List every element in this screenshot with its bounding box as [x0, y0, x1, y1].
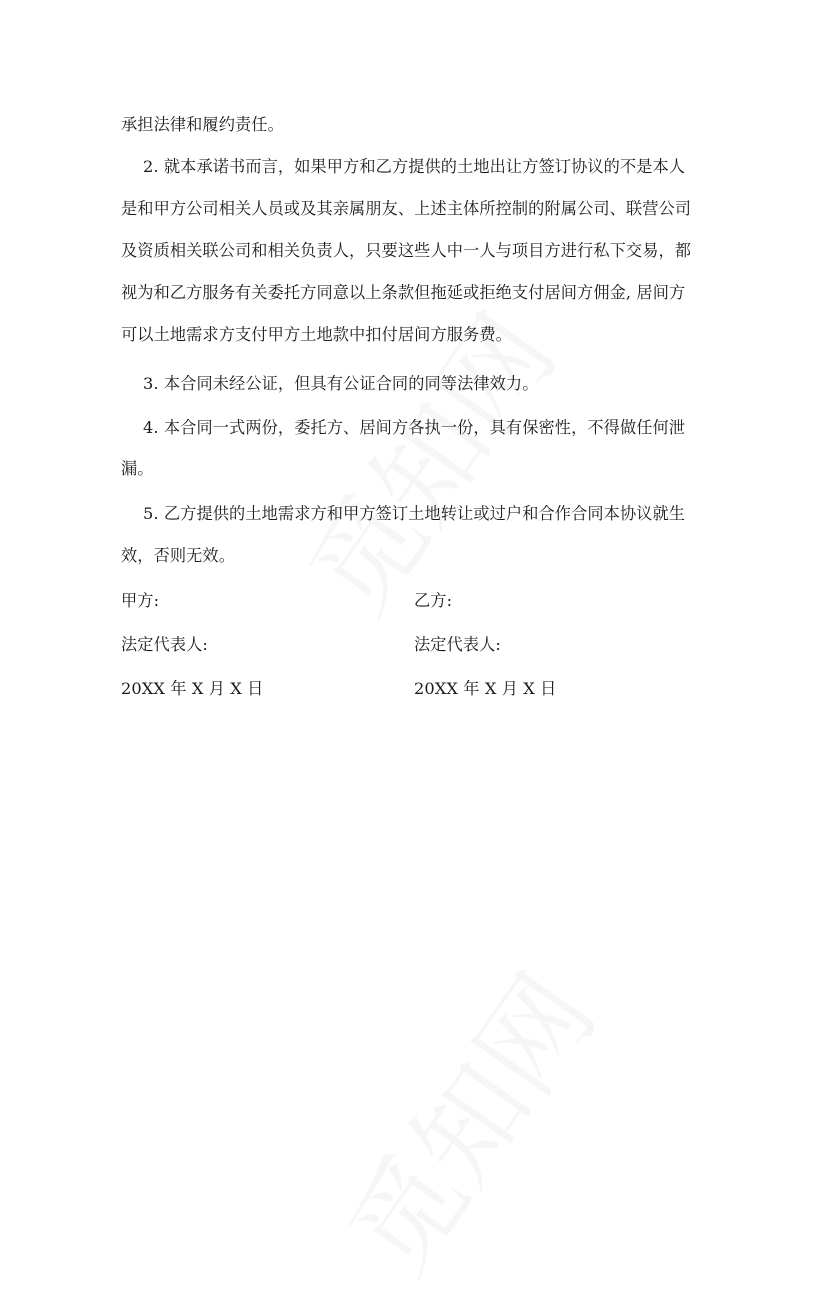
- paragraph-line: 可以土地需求方支付甲方土地款中扣付居间方服务费。: [121, 325, 512, 344]
- paragraph-line: 漏。: [121, 459, 154, 478]
- paragraph-line: 4. 本合同一式两份，委托方、居间方各执一份，具有保密性，不得做任何泄: [143, 418, 686, 437]
- paragraph-line: 承担法律和履约责任。: [121, 115, 284, 134]
- paragraph-line: 效，否则无效。: [121, 546, 236, 565]
- party-b-label: 乙方:: [414, 591, 453, 610]
- paragraph-line: 视为和乙方服务有关委托方同意以上条款但拖延或拒绝支付居间方佣金, 居间方: [121, 283, 686, 302]
- party-a-label: 甲方:: [121, 591, 160, 610]
- paragraph-line: 及资质相关联公司和相关负责人，只要这些人中一人与项目方进行私下交易，都: [121, 241, 692, 260]
- paragraph-line: 3. 本合同未经公证，但具有公证合同的同等法律效力。: [143, 374, 539, 393]
- paragraph-line: 2. 就本承诺书而言，如果甲方和乙方提供的土地出让方签订协议的不是本人: [143, 157, 686, 176]
- paragraph-line: 是和甲方公司相关人员或及其亲属朋友、上述主体所控制的附属公司、联营公司: [121, 199, 692, 218]
- party-b-representative: 法定代表人:: [414, 635, 501, 654]
- party-a-date: 20XX 年 X 月 X 日: [121, 679, 264, 698]
- paragraph-line: 5. 乙方提供的土地需求方和甲方签订土地转让或过户和合作合同本协议就生: [143, 504, 686, 523]
- party-a-representative: 法定代表人:: [121, 635, 208, 654]
- watermark: [306, 939, 625, 1299]
- party-b-date: 20XX 年 X 月 X 日: [414, 679, 557, 698]
